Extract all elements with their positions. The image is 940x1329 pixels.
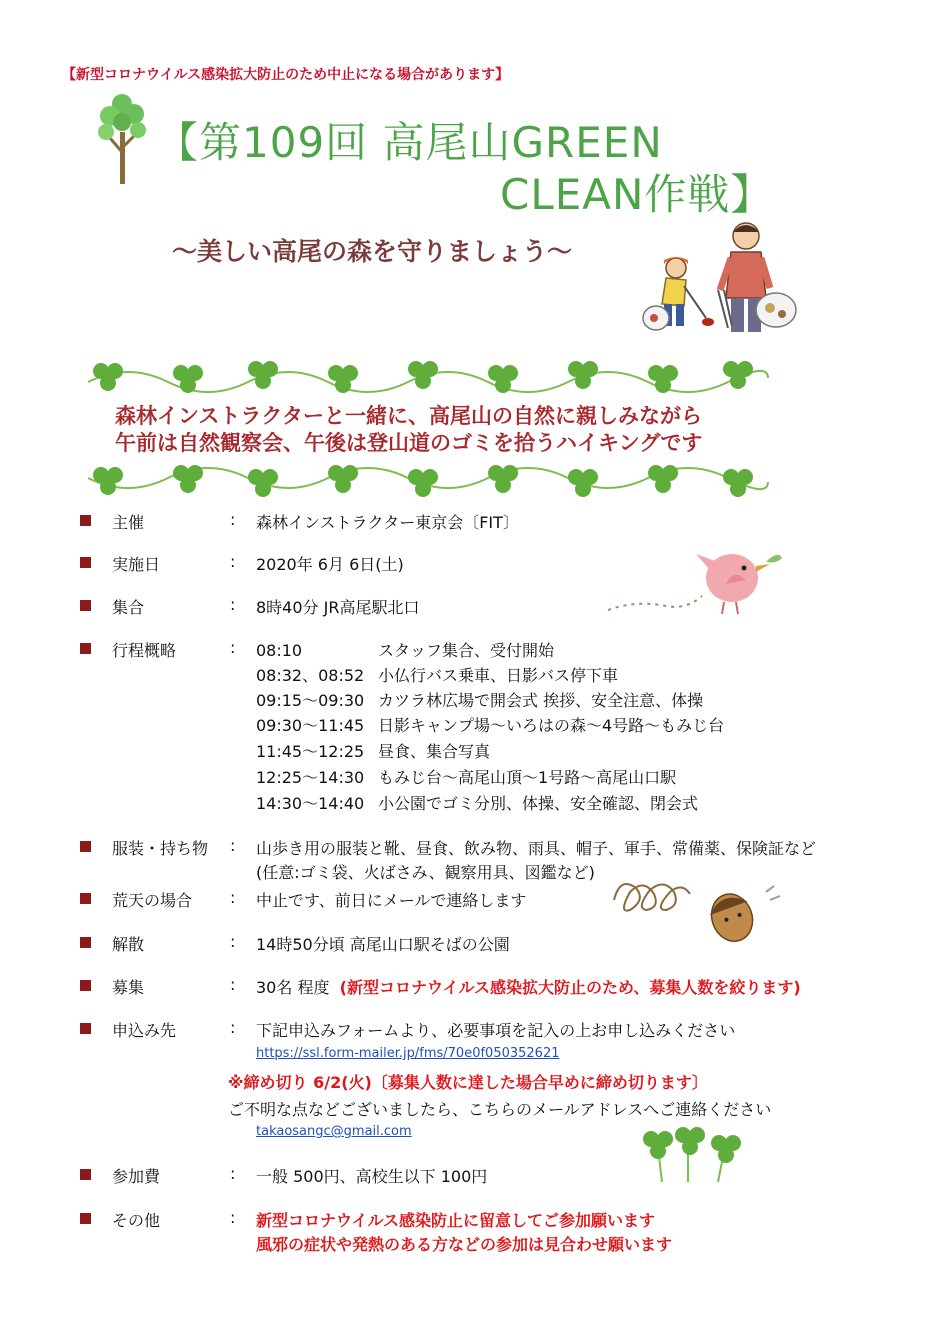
detail-value: 森林インストラクター東京会〔FIT〕 — [256, 513, 519, 532]
schedule-time: 09:30～11:45 — [256, 716, 365, 735]
schedule-desc: 小公園でゴミ分別、体操、安全確認、閉会式 — [378, 794, 699, 813]
acorn-illustration — [610, 870, 790, 950]
intro-line2: 午前は自然観察会、午後は登山道のゴミを拾うハイキングです — [115, 431, 703, 455]
detail-value: 新型コロナウイルス感染防止に留意してご参加願います — [256, 1211, 656, 1230]
detail-label: 行程概略 — [112, 641, 177, 660]
bullet-square — [80, 937, 91, 948]
detail-label: 解散 — [112, 935, 145, 954]
detail-label: その他 — [112, 1211, 161, 1230]
schedule-time: 08:32、08:52 — [256, 666, 365, 685]
detail-value: 8時40分 JR高尾駅北口 — [256, 598, 420, 617]
detail-value: 14時50分頃 高尾山口駅そばの公園 — [256, 935, 510, 954]
schedule-time: 08:10 — [256, 641, 303, 660]
schedule-desc: 小仏行バス乗車、日影バス停下車 — [378, 666, 619, 685]
schedule-desc: スタッフ集合、受付開始 — [378, 641, 555, 660]
clover-vine-decoration — [88, 352, 768, 400]
colon: : — [230, 932, 236, 951]
colon: : — [230, 510, 236, 529]
detail-value: 下記申込みフォームより、必要事項を記入の上お申し込みください — [256, 1021, 736, 1040]
contact-text: ご不明な点などございましたら、こちらのメールアドレスへご連絡ください — [228, 1100, 772, 1119]
detail-value: 山歩き用の服装と靴、昼食、飲み物、雨具、帽子、軍手、常備薬、保険証など — [256, 839, 817, 858]
bullet-square — [80, 515, 91, 526]
contact-email-link[interactable]: takaosangc@gmail.com — [256, 1124, 412, 1139]
schedule-item — [256, 663, 618, 686]
bullet-square — [80, 1169, 91, 1180]
recruit-note: (新型コロナウイルス感染拡大防止のため、募集人数を絞ります) — [339, 978, 801, 997]
colon: : — [230, 638, 236, 657]
schedule-desc: カツラ林広場で開会式 挨拶、安全注意、体操 — [378, 691, 704, 710]
schedule-desc: もみじ台～高尾山頂～1号路～高尾山口駅 — [378, 768, 677, 787]
event-subtitle: ～美しい高尾の森を守りましょう～ — [172, 237, 573, 266]
recruit-count: 30名 程度 — [256, 978, 330, 997]
detail-label: 申込み先 — [112, 1021, 177, 1040]
colon: : — [230, 1208, 236, 1227]
schedule-time: 12:25～14:30 — [256, 768, 365, 787]
detail-label: 実施日 — [112, 555, 161, 574]
detail-value-line2: (任意:ゴミ袋、火ばさみ、観察用具、図鑑など) — [256, 863, 595, 882]
bullet-square — [80, 893, 91, 904]
detail-label: 参加費 — [112, 1167, 161, 1186]
clover-vine-decoration — [88, 458, 768, 506]
detail-label: 集合 — [112, 598, 145, 617]
detail-label: 募集 — [112, 978, 145, 997]
event-title-line1: 【第109回 高尾山GREEN — [156, 118, 663, 167]
detail-value: 2020年 6月 6日(土) — [256, 555, 404, 574]
application-form-link[interactable]: https://ssl.form-mailer.jp/fms/70e0f050352621 — [256, 1046, 560, 1061]
detail-label: 主催 — [112, 513, 145, 532]
detail-label: 服装・持ち物 — [112, 839, 209, 858]
schedule-item — [256, 765, 676, 788]
schedule-item — [256, 638, 554, 661]
colon: : — [230, 975, 236, 994]
schedule-item — [256, 713, 724, 736]
schedule-item — [256, 688, 703, 711]
schedule-desc: 昼食、集合写真 — [378, 742, 491, 761]
detail-label: 荒天の場合 — [112, 891, 193, 910]
bullet-square — [80, 1213, 91, 1224]
schedule-item — [256, 791, 698, 814]
detail-value: 中止です、前日にメールで連絡します — [256, 891, 527, 910]
bullet-square — [80, 643, 91, 654]
clover-sprout-illustration — [632, 1124, 752, 1184]
bullet-square — [80, 1023, 91, 1034]
schedule-time: 14:30～14:40 — [256, 794, 365, 813]
colon: : — [230, 1164, 236, 1183]
cancellation-notice: 【新型コロナウイルス感染拡大防止のため中止になる場合があります】 — [62, 67, 510, 83]
colon: : — [230, 888, 236, 907]
bird-illustration — [606, 540, 786, 620]
colon: : — [230, 552, 236, 571]
schedule-time: 11:45～12:25 — [256, 742, 365, 761]
colon: : — [230, 595, 236, 614]
bullet-square — [80, 557, 91, 568]
detail-value: 一般 500円、高校生以下 100円 — [256, 1167, 488, 1186]
bullet-square — [80, 980, 91, 991]
tree-icon — [98, 92, 148, 184]
detail-value — [256, 975, 801, 998]
family-picking-trash-illustration — [636, 218, 806, 348]
intro-line1: 森林インストラクターと一緒に、高尾山の自然に親しみながら — [115, 404, 702, 428]
bullet-square — [80, 600, 91, 611]
event-title-line2: CLEAN作戦】 — [500, 170, 774, 219]
deadline-notice: ※締め切り 6/2(火)〔募集人数に達した場合早めに締め切ります〕 — [228, 1073, 708, 1092]
bullet-square — [80, 841, 91, 852]
schedule-item — [256, 739, 490, 762]
schedule-time: 09:15～09:30 — [256, 691, 365, 710]
schedule-desc: 日影キャンプ場～いろはの森～4号路～もみじ台 — [378, 716, 725, 735]
colon: : — [230, 1018, 236, 1037]
colon: : — [230, 836, 236, 855]
detail-value-line2: 風邪の症状や発熱のある方などの参加は見合わせ願います — [256, 1235, 673, 1254]
